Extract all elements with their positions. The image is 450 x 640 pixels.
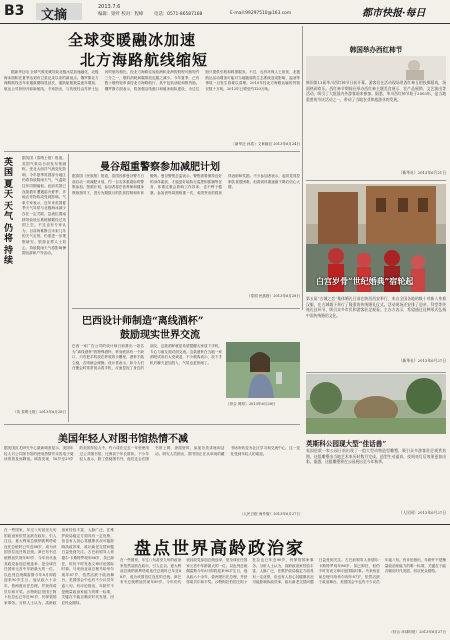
feature-credit: （综合 环球时报）2013年6月27日 (389, 630, 446, 634)
article-kinder (4, 154, 66, 422)
wine-body-left: 巴西一家广告公司的设计师日前推出一款名为“离线酒杯”的特殊酒杯，杯身底部有一个缺口，只有把手机放在杯底的卡槽里，酒杯才能立稳，否则就会倾倒。设计者表示，如今人们在聚会时常常低头看手机，反而忽视了身边的朋友，这款酒杯就是希望提醒大家放下手机，专心与朋友面对面交流。这款酒杯在当地一家酒吧试用后大受欢迎，不少顾客表示，放下手机后聊天更加投入，气氛也更热闹了。 (72, 344, 222, 371)
kinder-body: 据英国《泰晤士报》报道，英国气象局日前发布预测称，受北大西洋气流变化影响，今年夏季英国部分地区仍将持续阴雨天气，气温较往年同期偏低。此前英国已连续数年遭遇湿冷夏季，多地农作物收成受到影响。气象专家表示，近年来英国夏季天气异常与北极海冰减少存在一定关联，急流位置南移导致低压系统频繁经过英国上空。不过也有专家认为，目前尚难断言未来几年的天气走势，仍需进一步观察研究。旅游业界人士担心，持续阴雨天气将影响暑期出游和户外活动。 (22, 156, 66, 256)
paper-name: 都市快报·每日 (362, 8, 426, 19)
wine-headline-2: 鼓励现实世界交流 (120, 330, 200, 341)
feature-body-main (120, 558, 446, 630)
feature-text-a: 在一些国家，年过八旬甚至九旬的政治家依然活跃在政坛，引人注目。意大利前总统纳波利塔诺连任总统时已年近88岁，成为该国首位连任的总统。津巴布韦总统穆加贝现年89岁，今年仍代表其政党参加总统选举，是全球在任国家元首中年龄最大的一位。以色列总统佩雷斯今年8月即将迎来90岁生日，他从政六十余年，曾两度出任总理，并获得诺贝尔和平奖。沙特阿拉伯国王阿卜杜拉也已年近90岁，仍掌管国家事务。分析人士认为，高龄政治家经验丰富、人脉广泛，在维护政局稳定方面具有一定优势，但也有人担心其健康状况可能影响执政效率，政坛新老交替问题日益受到关注。古巴前领导人菲德尔·卡斯特罗现年86岁，虽已卸任，但仍不时发表文章评论国际时事。马来西亚前总理马哈蒂尔现年87岁，依然活跃于政治舞台。美国国会中也有不少议员年逾八旬。有评论指出，年龄并不是衡量政治家能力的唯一标准，关键在于能否顺应时代发展、回应民众期待。 (4, 528, 114, 605)
section-code: B3 (4, 3, 25, 19)
brit-credit: （人民网）2013年6月27日 (398, 510, 446, 515)
masthead (0, 0, 450, 24)
mvgirl-caption: 韩国第11届华川西红柿节日前开幕。游客们在活动现场用西红柿互相投掷嬉戏，场面热闹欢乐。西红柿节期间还举办西红柿主题美食展示、农产品展销、文艺演出等活动，吸引了大批国内外游客前来参加。据悉，华川西红柿节始于2003年，是当地重要的节庆活动之一，带动了当地农业和旅游业的发展。 (306, 80, 446, 102)
date-line: 2013.7.6 (98, 4, 121, 10)
ebay-caption: 第五届“古城之恋”集体婚礼日前在陕西西安举行，来自全国各地的数十对新人身着汉服，在古城墙下举行了隆重的传统婚礼仪式。活动现场还安排了迎亲、拜堂等传统礼仪环节，吸引众多市民和游客驻足观看。主办方表示，希望通过这种形式弘扬中国传统婚俗文化。 (306, 296, 446, 318)
article-youth (4, 426, 300, 522)
glacier-headline-1: 全球变暖融冰加速 (68, 31, 197, 49)
park-photo (306, 374, 446, 434)
photo-mvgirl (306, 28, 446, 178)
mvgirl-credit: （新华社）2013年6月21日 (398, 170, 446, 175)
wine-headline-1: 巴西设计师制造“离线酒杯” (82, 316, 204, 327)
wine-credit: （综合 网易）2013年6月28日 (226, 402, 276, 406)
youth-headline: 美国年轻人对图书馆热情不减 (58, 434, 188, 445)
brit-headline: 英斯科公园现大型“佳话兽” (306, 440, 387, 448)
feature-text-b: 在一些国家，年过八旬甚至九旬的政治家依然活跃在政坛，引人注目。意大利前总统纳波利塔诺连任总统时已年近88岁，成为该国首位连任的总统。津巴布韦总统穆加贝现年89岁，今年仍代表其政党参加总统选举，是全球在任国家元首中年龄最大的一位。以色列总统佩雷斯今年8月即将迎来90岁生日，他从政六十余年，曾两度出任总理，并获得诺贝尔和平奖。沙特阿拉伯国王阿卜杜拉也已年近90岁，仍掌管国家事务。分析人士认为，高龄政治家经验丰富、人脉广泛，在维护政局稳定方面具有一定优势，但也有人担心其健康状况可能影响执政效率，政坛新老交替问题日益受到关注。古巴前领导人菲德尔·卡斯特罗现年86岁，虽已卸任，但仍不时发表文章评论国际时事。马来西亚前总理马哈蒂尔现年87岁，依然活跃于政治舞台。美国国会中也有不少议员年逾八旬。有评论指出，年龄并不是衡量政治家能力的唯一标准，关键在于能否顺应时代发展、回应民众期待。 (120, 558, 446, 585)
feature-body-left (4, 528, 114, 636)
glacier-body: 据新华社电 全球气候变暖导致北极冰层加速融化，北极海冰面积在夏季达到有卫星记录以来的最低点。俄罗斯北方海路航线近年来通航期明显延长，通航船舶数量逐年增加，航运公司纷纷开辟新航线。专家指出，与传统经由苏伊士运河的航线相比，经北方海路往返欧洲和亚洲的航程可缩短约三分之一，燃料消耗和碳排放也随之减少。今年夏季，已有数十艘货轮申请经北方海路航行，其中包括油轮和散货船。俄罗斯方面表示，将加强沿线港口和破冰船队建设，为过往船只提供引航和救援服务。不过，也有环保人士担忧，北极航运活动增加可能对当地脆弱的生态系统造成影响，溢油等事故一旦发生将难以清理。2010年经北方海路运输的货物仅数十万吨，2012年已增至约120万吨。 (4, 70, 300, 91)
glacier-credit: （新华社 孙浩）文章摘自 2013年6月24日 (231, 142, 300, 146)
editor-line: 编辑：梁叶 校对：程峰 (98, 12, 144, 17)
feature (4, 526, 446, 638)
email-line: E-mail:99297510@163.com (230, 11, 292, 16)
masthead-rule (0, 23, 450, 24)
kinder-headline-5: 持续 (4, 246, 14, 266)
phone-line: 电话：0571-86587168 (154, 12, 203, 17)
wine-photo (226, 342, 300, 398)
kinder-headline-2: 夏天 (4, 180, 14, 200)
depression-body: 据泰国《民族报》报道，泰国首都曼谷警方日前启动一项减肥计划，约一百名体重超标的警察参加。按照计划，参加者将在营养师和健身教练指导下，进行为期数月的饮食控制和体育锻炼。曼谷警察总监表示，警察需要保持良好的身体素质，才能更好地执行巡逻和抓捕等任务，体重过重会影响工作效率，也不利于健康。参加者每周需称重一次，成绩突出的将获得表彰和奖励。不少参加者表示，起初觉得控制饮食很困难，但看到体重逐渐下降后信心大增。 (72, 174, 300, 195)
youth-credit: （人民日报 海外版）2013年6月27日 (239, 512, 300, 516)
mvgirl-headline: 韩国举办西红柿节 (349, 46, 403, 54)
youth-body: 据美国皮尤研究中心最新调查显示，美国年轻人对公共图书馆的使用热情并未因电子阅读的普及而降低。调查发现，16岁至29岁的美国年轻人中，约六成在过去一年里使用过公共图书馆，比例高于年长群体。不少年轻人表示，除了借阅图书外，他们还会在图书馆上网、查阅资料、参加各类讲座和活动。研究人员指出，图书馆正在从单纯的藏书场所转变为社区学习和交流中心，这一变化受到年轻人的欢迎。 (4, 446, 300, 462)
feature-headline: 盘点世界高龄政治家 (134, 539, 305, 559)
tomato-photo (306, 56, 446, 80)
ebay-credit: （新华社）2013年6月27日 (398, 358, 446, 363)
depression-credit: （泰国 民族报）2013年6月28日 (246, 294, 300, 298)
article-wine (72, 310, 300, 422)
article-glacier (4, 26, 300, 151)
kinder-headline-1: 英国 (4, 158, 14, 178)
section-name: 文摘 (41, 8, 68, 23)
kinder-credit: （英 泰晤士报）2013年6月28日 (12, 410, 66, 414)
photo-ebay (306, 184, 446, 370)
brit-caption: 英国伦敦一家公园日前出现了一组大型动物造型雕塑，吸引众多游客驻足观赏拍照。这组雕塑由当地艺术家历时数月完成，造型生动逼真，夜间亮灯后效果更加出彩。据悉，这组雕塑将在公园展出至今年秋季。 (306, 448, 446, 465)
wedding-overlay: 白宫岁骨“世纪婚典”宿轮起 (316, 276, 414, 286)
glacier-headline-2: 北方海路航线缩短 (80, 51, 209, 69)
depression-headline: 曼谷超重警察参加减肥计划 (100, 162, 220, 173)
kinder-headline-3: 天气 (4, 202, 14, 222)
kinder-headline-4: 仍将 (4, 224, 14, 244)
article-depression (72, 154, 300, 304)
photo-brit (306, 374, 446, 524)
